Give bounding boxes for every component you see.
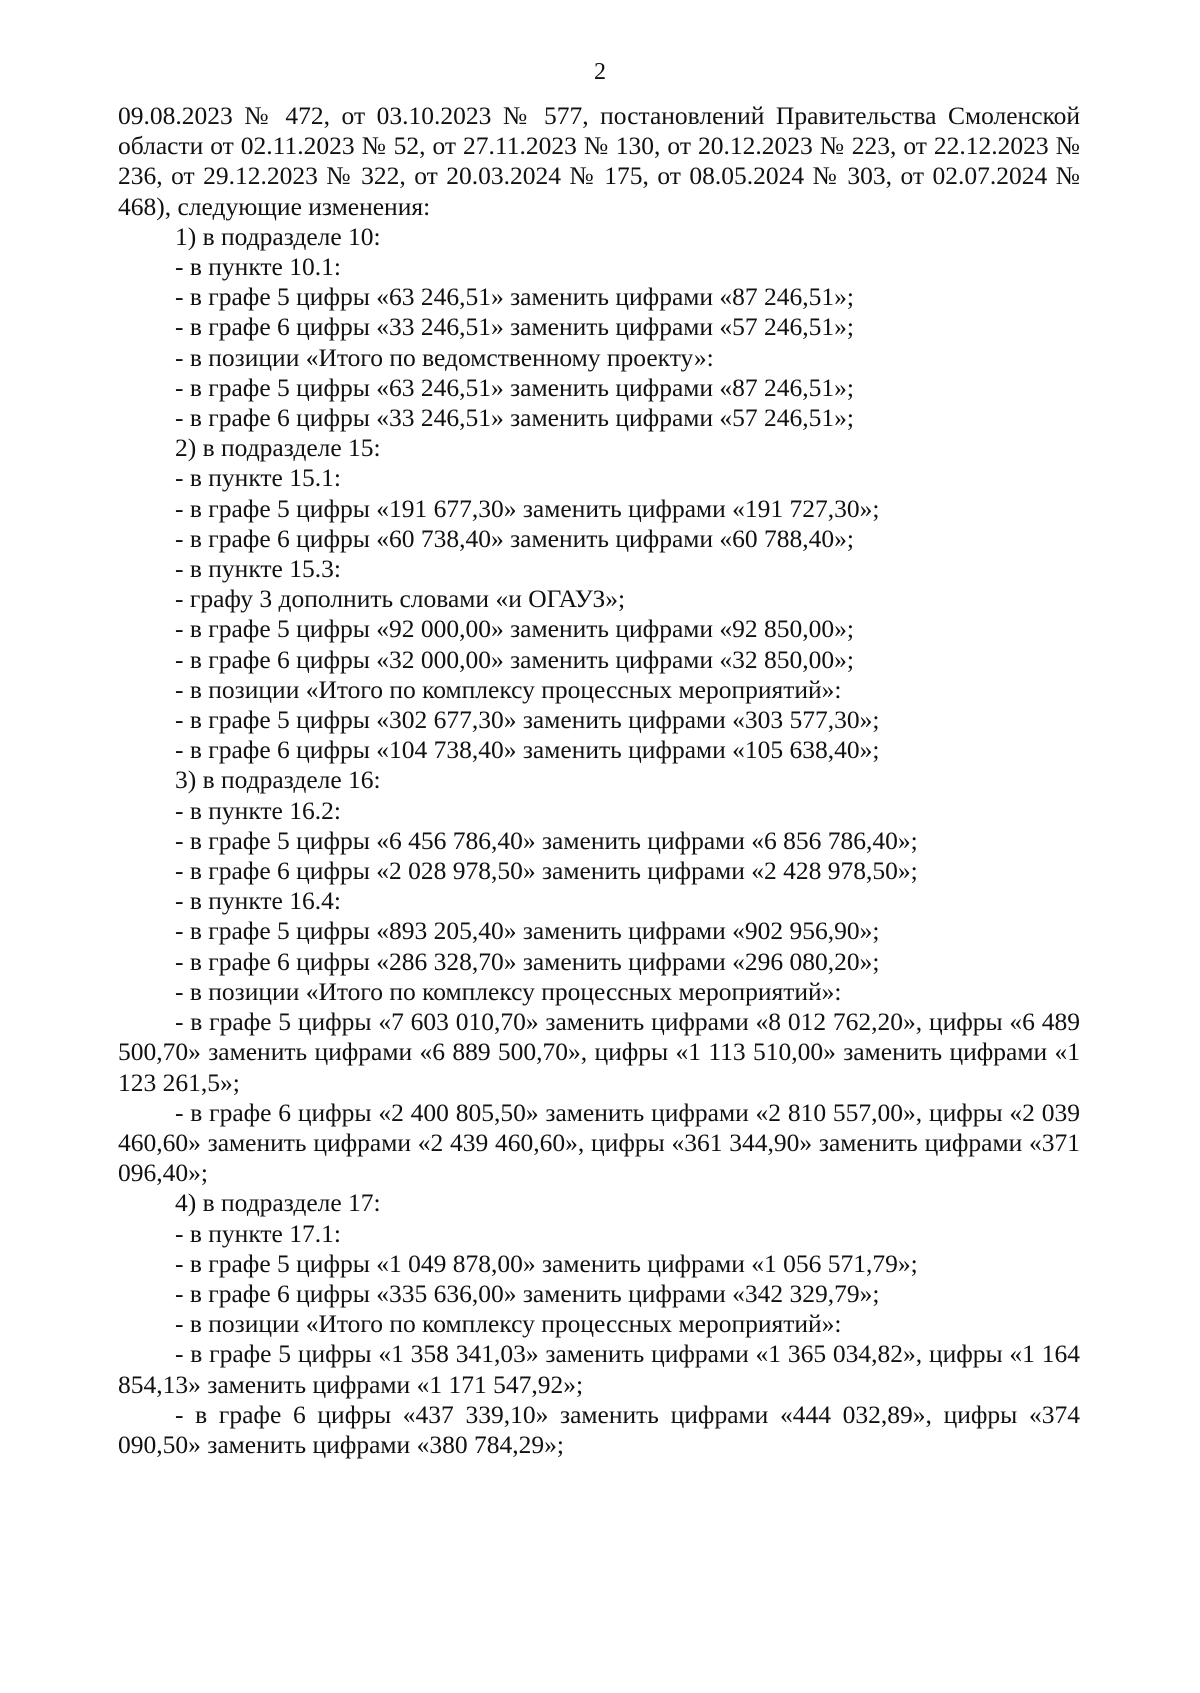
- amendment-line: - в графе 5 цифры «191 677,30» заменить цифрами «191 727,30»;: [175, 493, 880, 523]
- amendment-line: - в позиции «Итого по комплексу процессных мероприятий»:: [175, 1309, 842, 1339]
- amendment-line: 2) в подразделе 15:: [175, 433, 381, 463]
- document-body: [118, 101, 1080, 1460]
- amendment-line: - в пункте 15.1:: [175, 463, 341, 493]
- amendment-line: - в графе 6 цифры «286 328,70» заменить цифрами «296 080,20»;: [175, 946, 880, 976]
- intro-paragraph: 09.08.2023 № 472, от 03.10.2023 № 577, постановлений Правительства Смоленской области от 02.11.2023 № 52, от 27.11.2023 № 130, от 20.12.2023 № 223, от 22.12.2023 № 236, от 29.12.2023 № 322, от 20.03.2024 № 175, от 08.05.2024 № 303, от 02.07.2024 № 468), следующие изменения:: [118, 101, 1080, 221]
- page-number: 2: [594, 59, 606, 85]
- amendment-paragraph: - в графе 5 цифры «7 603 010,70» заменить цифрами «8 012 762,20», цифры «6 489 500,70» заменить цифрами «6 889 500,70», цифры «1 113 510,00» заменить цифрами «1 123 261,5»;: [118, 1007, 1080, 1097]
- amendment-line: - в графе 6 цифры «60 738,40» заменить цифрами «60 788,40»;: [175, 523, 855, 553]
- amendment-line: - в графе 6 цифры «104 738,40» заменить цифрами «105 638,40»;: [175, 735, 880, 765]
- amendment-line: - в графе 5 цифры «302 677,30» заменить цифрами «303 577,30»;: [175, 705, 880, 735]
- amendment-line: - графу 3 дополнить словами «и ОГАУЗ»;: [175, 584, 626, 614]
- amendment-line: - в графе 6 цифры «33 246,51» заменить цифрами «57 246,51»;: [175, 312, 855, 342]
- amendment-line: - в графе 5 цифры «63 246,51» заменить цифрами «87 246,51»;: [175, 372, 855, 402]
- amendment-paragraph: - в графе 5 цифры «1 358 341,03» заменить цифрами «1 365 034,82», цифры «1 164 854,13» заменить цифрами «1 171 547,92»;: [118, 1339, 1080, 1399]
- amendment-line: - в графе 5 цифры «6 456 786,40» заменить цифрами «6 856 786,40»;: [175, 825, 918, 855]
- amendment-line: - в позиции «Итого по ведомственному проекту»:: [175, 342, 714, 372]
- amendment-paragraph: - в графе 6 цифры «437 339,10» заменить цифрами «444 032,89», цифры «374 090,50» заменить цифрами «380 784,29»;: [118, 1399, 1080, 1459]
- amendment-line: - в пункте 10.1:: [175, 252, 341, 282]
- amendment-line: - в графе 5 цифры «893 205,40» заменить цифрами «902 956,90»;: [175, 916, 880, 946]
- amendment-line: 3) в подразделе 16:: [175, 765, 381, 795]
- amendment-line: - в графе 5 цифры «92 000,00» заменить цифрами «92 850,00»;: [175, 614, 855, 644]
- amendment-line: - в пункте 16.2:: [175, 795, 341, 825]
- amendment-line: - в графе 6 цифры «32 000,00» заменить цифрами «32 850,00»;: [175, 644, 855, 674]
- amendment-line: - в позиции «Итого по комплексу процессных мероприятий»:: [175, 976, 842, 1006]
- amendment-line: - в графе 5 цифры «1 049 878,00» заменить цифрами «1 056 571,79»;: [175, 1248, 918, 1278]
- amendment-line: - в графе 6 цифры «335 636,00» заменить цифрами «342 329,79»;: [175, 1278, 880, 1308]
- amendment-line: 1) в подразделе 10:: [175, 221, 381, 251]
- amendment-paragraph: - в графе 6 цифры «2 400 805,50» заменить цифрами «2 810 557,00», цифры «2 039 460,60» заменить цифрами «2 439 460,60», цифры «361 344,90» заменить цифрами «371 096,40»;: [118, 1097, 1080, 1188]
- amendment-line: - в позиции «Итого по комплексу процессных мероприятий»:: [175, 674, 842, 704]
- amendment-line: - в пункте 15.3:: [175, 554, 341, 584]
- amendment-line: - в пункте 16.4:: [175, 886, 341, 916]
- amendment-line: - в графе 6 цифры «33 246,51» заменить цифрами «57 246,51»;: [175, 403, 855, 433]
- amendment-line: - в графе 6 цифры «2 028 978,50» заменить цифрами «2 428 978,50»;: [175, 856, 918, 886]
- amendment-line: - в графе 5 цифры «63 246,51» заменить цифрами «87 246,51»;: [175, 282, 855, 312]
- amendment-line: 4) в подразделе 17:: [175, 1188, 381, 1218]
- amendment-line: - в пункте 17.1:: [175, 1218, 341, 1248]
